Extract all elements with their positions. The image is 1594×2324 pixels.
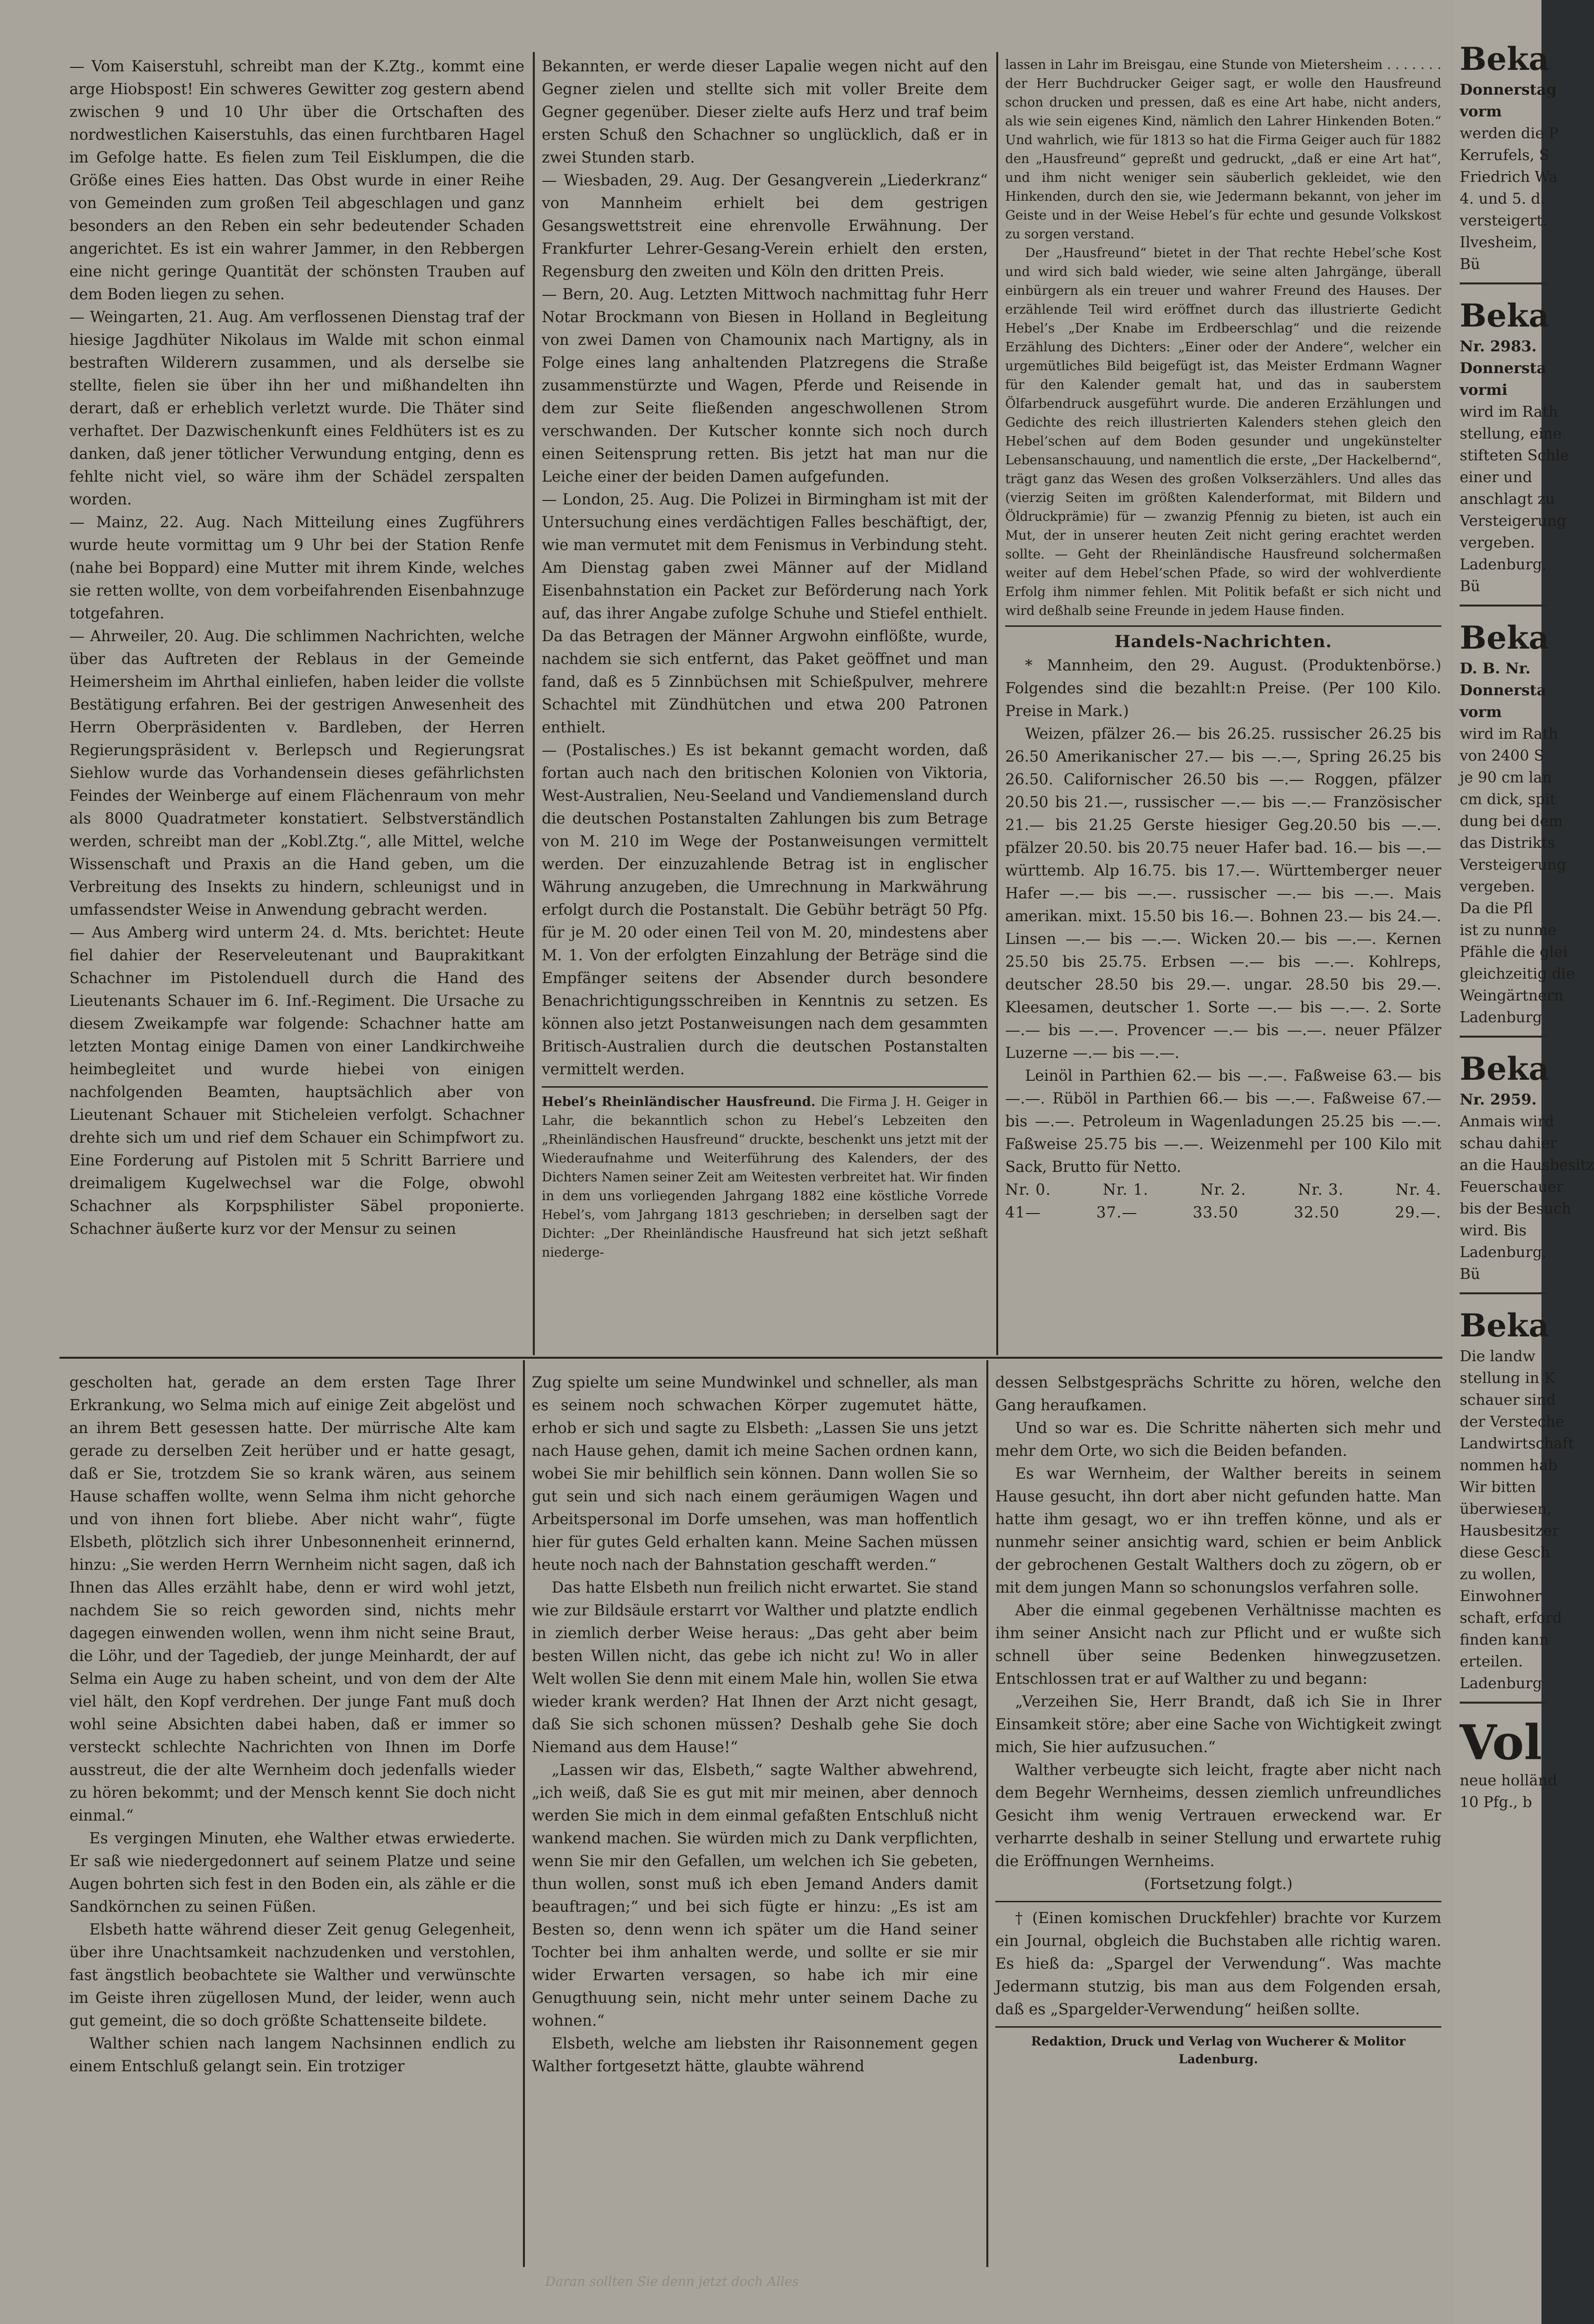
edge-line: Bü xyxy=(1460,256,1480,273)
edge-line: vormi xyxy=(1460,382,1508,399)
edge-line: versteigert. xyxy=(1460,212,1547,229)
edge-line: Versteigerung xyxy=(1460,512,1566,530)
flour-price: 37.— xyxy=(1096,1204,1138,1221)
flour-price: 41— xyxy=(1005,1204,1041,1221)
edge-line: schaft, erford xyxy=(1460,1609,1562,1627)
edge-line: werden die P xyxy=(1460,125,1559,142)
serial-paragraph: „Lassen wir das, Elsbeth,“ sagte Walther abwehrend, „ich weiß, daß Sie es gut mit mir meinen, aber dennoch werden Sie mich in dem einmal gefaßten Entschluß nicht wankend machen. Sie würden mich zu Dank verpflichten, wenn Sie mir den Gefallen, um welchen ich Sie gebeten, thun wollen, sonst muß ich eben Jemand Anders damit beauftragen;“ und bei sich fügte er hinzu: „Es ist am Besten so, denn wenn ich später um die Hand seiner Tochter bei ihm anhalten werde, und sollte er sie mir wider Erwarten versagen, so habe ich mir eine Genugthuung sein, nicht mehr unter seinem Dache zu wohnen.“ xyxy=(532,1762,978,2030)
news-item-amberg-cont: Bekannten, er werde dieser Lapalie wegen nicht auf den Gegner zielen und stellte sich mit voller Breite dem Gegner gegenüber. Dieser zielte aufs Herz und traf beim ersten Schuß den Schachner so unglücklich, daß er in zwei Stunden starb. xyxy=(542,58,988,166)
edge-ad-block xyxy=(1460,618,1594,1038)
serial-paragraph: Es war Wernheim, der Walther bereits in seinem Hause gesucht, ihn dort aber nicht gefunden hatte. Man hatte ihm gesagt, wo er ihn treffen könne, und als er nunmehr seiner ansichtig ward, schien er beim Anblick der gebrochenen Gestalt Walthers doch zu zögern, ob er mit dem jungen Mann so schonungslos verfahren solle. xyxy=(995,1465,1441,1597)
edge-line: Feuerschauer xyxy=(1460,1178,1564,1196)
flour-price: 29.—. xyxy=(1395,1204,1441,1221)
bleed-through-text: Daran sollten Sie denn jetzt doch Alles xyxy=(545,2274,799,2289)
edge-ad-title: Vol xyxy=(1460,1715,1542,1771)
edge-ad-block xyxy=(1460,40,1594,284)
edge-line: cm dick, spit xyxy=(1460,791,1556,808)
edge-rule xyxy=(1460,282,1546,284)
edge-line: an die Hausbesitz xyxy=(1460,1157,1594,1174)
edge-ad-title: Beka xyxy=(1460,297,1549,334)
notice-hausfreund: Die Firma J. H. Geiger in Lahr, die bekanntlich schon zu Hebel’s Lebzeiten den „Rheinländischen Hausfreund“ druckte, beschenkt uns jetzt mit der Wiederaufnahme und Weiterführung des Kalenders, der des Dichters Namen seiner Zeit am Weitesten verbreitet hat. Wir finden in dem uns vorliegenden Jahrgang 1882 eine köstliche Vorrede Hebel’s, vom Jahrgang 1813 geschrieben; in derselben sagt der Dichter: „Der Rheinländische Hausfreund hat sich jetzt seßhaft niederge- xyxy=(542,1095,988,1260)
news-item-amberg: — Aus Amberg wird unterm 24. d. Mts. berichtet: Heute fiel dahier der Reserveleutenant und Bauprakitkant Schachner im Pistolenduell durch die Hand des Lieutenants Schauer im 6. Inf.-Regiment. Die Ursache zu diesem Zweikampfe war folgende: Schachner hatte am letzten Montag einige Damen von einer Landkirchweihe heimbegleitet und wurde hiebei von einigen nachfolgenden Beamten, hauptsächlich aber von Lieutenant Schauer mit Sticheleien verfolgt. Schachner drehte sich um und rief dem Schauer ein Schimpfwort zu. Eine Forderung auf Pistolen mit 5 Schritt Barriere und dreimaligem Kugelwechsel war die Folge, obwohl Schachner als Korpsphilister Säbel proponierte. Schachner äußerte kurz vor der Mensur zu seinen xyxy=(69,924,524,1238)
edge-line: Donnersta xyxy=(1460,682,1546,699)
serial-paragraph: Walther verbeugte sich leicht, fragte aber nicht nach dem Begehr Wernheims, dessen ziemlich unfreundliches Gesicht ihm wenig Vertrauen erweckend war. Er verharrte deshalb in seiner Stellung und erwartete ruhig die Eröffnungen Wernheims. xyxy=(995,1762,1441,1870)
edge-line: D. B. Nr. xyxy=(1460,660,1531,677)
section-divider xyxy=(59,1357,1442,1359)
edge-line: wird. Bis xyxy=(1460,1222,1527,1239)
news-item-wiesbaden: — Wiesbaden, 29. Aug. Der Gesangverein „Liederkranz“ von Mannheim erhielt bei dem gestrigen Gesangswettstreit eine ehrenvolle Erwähnung. Der Frankfurter Lehrer-Gesang-Verein erhielt den ersten, Regensburg den zweiten und Köln den dritten Preis. xyxy=(542,172,988,280)
edge-line: anschlagt zu xyxy=(1460,491,1555,508)
serial-paragraph: Aber die einmal gegebenen Verhältnisse machten es ihm seiner Ansicht nach zur Pflicht und er wußte sich schnell über seine Bedenken hinwegzusetzen. Entschlossen trat er auf Walther zu und begann: xyxy=(995,1602,1441,1688)
serial-paragraph: Zug spielte um seine Mundwinkel und schneller, als man es seinem noch schwachen Körper zugemutet hätte, erhob er sich und sagte zu Elsbeth: „Lassen Sie uns jetzt nach Hause gehen, damit ich meine Sachen ordnen kann, wobei Sie mir behilflich sein können. Dann wollen Sie so gut sein und sich nach einem geräumigen Wagen und Arbeitspersonal im Dorfe umsehen, was man hoffentlich hier für gutes Geld erhalten kann. Meine Sachen müssen heute noch nach der Bahnstation geschafft werden.“ xyxy=(532,1374,978,1574)
upper-column-3 xyxy=(1005,55,1441,1331)
edge-rule xyxy=(1460,1292,1546,1294)
serial-paragraph: Das hatte Elsbeth nun freilich nicht erwartet. Sie stand wie zur Bildsäule erstarrt vor Walther und platzte endlich in ziemlich derber Weise heraus: „Das geht aber beim besten Willen nicht, das gebe ich nicht zu! Wo in aller Welt wollen Sie denn mit einem Male hin, wollen Sie etwa wieder krank werden? Hat Ihnen der Arzt nicht gesagt, daß Sie sich schonen müssen? Deshalb gehe Sie doch Niemand aus dem Hause!“ xyxy=(532,1579,978,1756)
edge-line: erteilen. xyxy=(1460,1653,1523,1670)
edge-line: Friedrich Wa xyxy=(1460,168,1558,186)
flour-price-row xyxy=(1005,1202,1441,1224)
section-rule xyxy=(542,1086,988,1088)
upper-column-2 xyxy=(542,55,988,1331)
edge-line: neue holländ xyxy=(1460,1772,1557,1789)
imprint: Redaktion, Druck und Verlag von Wucherer & Molitor Ladenburg. xyxy=(1031,2034,1406,2066)
edge-line: stellung, eine xyxy=(1460,425,1562,443)
edge-line: zu wollen, xyxy=(1460,1566,1537,1583)
edge-line: Wir bitten xyxy=(1460,1479,1536,1496)
flour-label-row xyxy=(1005,1179,1441,1202)
edge-line: vergeben. xyxy=(1460,534,1535,552)
edge-ad-title: Beka xyxy=(1460,41,1549,78)
edge-line: Hausbesitzer xyxy=(1460,1522,1559,1540)
edge-ad-block xyxy=(1460,296,1594,607)
column-rule xyxy=(523,1360,525,2267)
market-grain-prices: Weizen, pfälzer 26.— bis 26.25. russischer 26.25 bis 26.50 Amerikanischer 27.— bis —.—, Spring 26.25 bis 26.50. Californischer 26.50 bis —.— Roggen, pfälzer 20.50 bis 21.—, russischer —.— bis —.— Französischer 21.— bis 21.25 Gerste hiesiger Geg.20.50 bis —.—. pfälzer 20.50. bis 20.75 neuer Hafer bad. 16.— bis —.— württemb. Alp 16.75. bis 17.—. Württemberger neuer Hafer —.— bis —.—. russischer —.— bis —.—. Mais amerikan. mixt. 15.50 bis 16.—. Bohnen 23.— bis 24.—. Linsen —.— bis —.—. Wicken 20.— bis —.—. Kernen 25.50 bis 25.75. Erbsen —.— bis —.—. Kohlreps, deutscher 28.50 bis 29.—. ungar. 28.50 bis 29.—. Kleesamen, deutscher 1. Sorte —.— bis —.—. 2. Sorte —.— bis —.—. Provencer —.— bis —.—. neuer Pfälzer Luzerne —.— bis —.—. xyxy=(1005,725,1441,1062)
edge-line: stellung in K xyxy=(1460,1370,1555,1387)
serial-column-1 xyxy=(69,1372,515,2264)
edge-line: Bü xyxy=(1460,578,1480,595)
flour-label: Nr. 1. xyxy=(1102,1181,1149,1199)
edge-line: finden kann xyxy=(1460,1631,1549,1649)
section-rule xyxy=(995,2026,1441,2028)
edge-line: Landwirtschaft xyxy=(1460,1435,1574,1452)
serial-paragraph: „Verzeihen Sie, Herr Brandt, daß ich Sie in Ihrer Einsamkeit störe; aber eine Sache von Wichtigkeit zwingt mich, Sie hier aufzusuchen.“ xyxy=(995,1693,1441,1756)
news-item-postal: — (Postalisches.) Es ist bekannt gemacht worden, daß fortan auch nach den britischen Kolonien von Viktoria, West-Australien, Neu-Seeland und Vandiemensland durch die deutschen Postanstalten Zahlungen bis zum Betrage von M. 210 im Wege der Postanweisungen vermittelt werden. Der einzuzahlende Betrag ist in englischer Währung anzugeben, die Umrechnung in Markwährung erfolgt durch die Postanstalt. Die Gebühr beträgt 50 Pfg. für je M. 20 oder einen Teil von M. 20, mindestens aber M. 1. Von der erfolgten Einzahlung der Beträge sind die Empfänger seitens der Absender durch besondere Benachrichtigungsschreiben in Kenntnis zu setzen. Es können also jetzt Postanweisungen nach dem gesammten Britisch-Australien durch die deutschen Postanstalten vermittelt werden. xyxy=(542,742,988,1078)
edge-line: vorm xyxy=(1460,103,1502,120)
market-heading: Handels-Nachrichten. xyxy=(1114,632,1332,652)
edge-ad-title: Beka xyxy=(1460,619,1549,657)
news-item-bern: — Bern, 20. Aug. Letzten Mittwoch nachmittag fuhr Herr Notar Brockmann von Biesen in Holland in Begleitung von zwei Damen von Chamounix nach Martigny, als in Folge eines lang anhaltenden Platzregens die Straße zusammenstürzte und Wagen, Pferde und Reisende in dem zur Seite fließenden angeschwollenen Strom verschwanden. Der Kutscher konnte sich noch durch einen Seitensprung retten. Bis jetzt hat man nur die Leiche einer der beiden Damen aufgefunden. xyxy=(542,286,988,486)
serial-continuation-note: (Fortsetzung folgt.) xyxy=(1144,1876,1293,1893)
notice-hausfreund-review: Der „Hausfreund“ bietet in der That rechte Hebel’sche Kost und wird sich bald wieder, wie seine alten Jahrgänge, überall einbürgern als ein treuer und wahrer Freund des Hauses. Der erzählende Teil wird eröffnet durch das illustrierte Gedicht Hebel’s „Der Knabe im Erdbeerschlag“ und die reizende Erzählung des Dichters: „Einer oder der Andere“, welcher ein urgemütliches Bild beigefügt ist, das Meister Erdmann Wagner für den Kalender gemalt hat, und das in sauberstem Ölfarbendruck ausgeführt wurde. Die anderen Erzählungen und Gedichte des reich illustrierten Kalenders stehen gleich den Hebel’schen auf dem Boden gesunder und ungekünstelter Lebensanschauung, und namentlich die erste, „Der Hackelbernd“, trägt ganz das Wesen des großen Volkserzählers. Und alles das (vierzig Seiten im größten Kalenderformat, mit Bildern und Öldruckprämie) für — zwanzig Pfennig zu bieten, ist auch ein Mut, der in unserer heuten Zeit nicht gering erachtet werden sollte. — Geht der Rheinländische Hausfreund solchermaßen weiter auf dem Hebel’schen Pfade, so wird der wohlverdiente Erfolg ihm nimmer fehlen. Mit Politik befaßt er sich nicht und wird deßhalb seine Freunde in jedem Hause finden. xyxy=(1005,246,1441,618)
edge-line: Donnersta xyxy=(1460,360,1546,377)
edge-line: überwiesen, xyxy=(1460,1500,1552,1518)
serial-column-3 xyxy=(995,1372,1441,2264)
news-item-ahrweiler: — Ahrweiler, 20. Aug. Die schlimmen Nachrichten, welche über das Auftreten der Reblaus in der Gemeinde Heimersheim im Ahrthal einliefen, haben leider die vollste Bestätigung erfahren. Bei der gestrigen Anwesenheit des Herrn Oberpräsidenten v. Bardleben, der Herren Regierungspräsident v. Berlepsch und Regierungsrat Siehlow wurde das Vorhandensein dieses gefährlichsten Feindes der Weinberge auf einem Flächenraum von mehr als 8000 Quadratmeter konstatiert. Selbstverständlich werden, schreibt man der „Kobl.Ztg.“, alle Mittel, welche Wissenschaft und Praxis an die Hand geben, um die Verbreitung des Insekts zu hindern, schleunigst und in umfassendster Weise in Anwendung gebracht werden. xyxy=(69,628,524,919)
serial-column-2 xyxy=(532,1372,978,2264)
adjacent-page-edge xyxy=(1455,0,1594,2324)
news-item-mainz: — Mainz, 22. Aug. Nach Mitteilung eines Zugführers wurde heute vormittag um 9 Uhr bei der Station Renfe (nahe bei Boppard) eine Mutter mit ihrem Kinde, welches sie retten wollte, von dem vorbeifahrenden Eisenbahnzuge totgefahren. xyxy=(69,514,524,622)
edge-line: vorm xyxy=(1460,704,1502,721)
edge-ad-title: Beka xyxy=(1460,1051,1549,1088)
edge-line: der Versteche xyxy=(1460,1413,1564,1431)
edge-line: je 90 cm lan xyxy=(1460,769,1552,786)
edge-rule xyxy=(1460,1036,1546,1038)
edge-line: gleichzeitig die xyxy=(1460,965,1575,983)
edge-line: vergeben. xyxy=(1460,878,1535,895)
edge-line: Anmais wird xyxy=(1460,1113,1554,1130)
edge-line: Nr. 2959. xyxy=(1460,1091,1537,1108)
edge-line: Versteigerung xyxy=(1460,856,1566,874)
edge-rule xyxy=(1460,1702,1546,1704)
column-rule xyxy=(533,52,535,1355)
edge-line: Nr. 2983. xyxy=(1460,338,1537,355)
edge-line: Ladenburg, xyxy=(1460,556,1547,573)
edge-rule xyxy=(1460,605,1546,607)
edge-line: wird im Rath xyxy=(1460,725,1558,743)
serial-paragraph: Es vergingen Minuten, ehe Walther etwas erwiederte. Er saß wie niedergedonnert auf seinem Platze und seine Augen bohrten sich fest in den Boden ein, als zähle er die Sandkörnchen zu seinen Füßen. xyxy=(69,1830,515,1916)
edge-ad-title: Beka xyxy=(1460,1307,1549,1344)
edge-line: Die landw xyxy=(1460,1348,1536,1365)
edge-line: einer und xyxy=(1460,469,1533,486)
edge-line: Pfähle die glei xyxy=(1460,943,1568,961)
notice-hausfreund-cont: lassen in Lahr im Breisgau, eine Stunde von Mietersheim . . . . . . . der Herr Buchdrucker Geiger sagt, er wolle den Hausfreund schon drucken und pressen, daß es eine Art habe, nicht anders, als wie sein eigenes Kind, nämlich den Lahrer Hinkenden Boten.“ Und wahrlich, wie für 1813 so hat die Firma Geiger auch für 1882 den „Hausfreund“ gepreßt und gedruckt, „daß er eine Art hat“, und ihm nicht weniger sein säuberlich gekleidet, wie den Hinkenden, durch den sie, wie Jedermann bekannt, von jeher im Geiste und in der Weise Hebel’s für echte und gesunde Volkskost zu sorgen verstand. xyxy=(1005,57,1441,242)
serial-paragraph: Elsbeth, welche am liebsten ihr Raisonnement gegen Walther fortgesetzt hätte, glaubte während xyxy=(532,2035,978,2075)
edge-line: Da die Pfl xyxy=(1460,900,1533,917)
serial-paragraph: Und so war es. Die Schritte näherten sich mehr und mehr dem Orte, wo sich die Beiden befanden. xyxy=(995,1420,1441,1460)
section-rule xyxy=(995,1901,1441,1902)
news-item-kaiserstuhl: — Vom Kaiserstuhl, schreibt man der K.Ztg., kommt eine arge Hiobspost! Ein schweres Gewitter zog gestern abend zwischen 9 und 10 Uhr über die Ortschaften des nordwestlichen Kaiserstuhls, das einen furchtbaren Hagel im Gefolge hatte. Es fielen zum Teil Eisklumpen, die die Größe eines Eies hatten. Das Obst wurde in einer Reihe von Gemeinden zum großen Teil abgeschlagen und ganz besonders an den Reben ein sehr bedeutender Schaden angerichtet. Es ist ein wahrer Jammer, in den Rebbergen eine nicht geringe Quantität der schönsten Trauben auf dem Boden liegen zu sehen. xyxy=(69,58,524,303)
edge-line: schauer sind xyxy=(1460,1391,1556,1409)
edge-line: das Distrikts xyxy=(1460,834,1555,852)
edge-line: Einwohner xyxy=(1460,1588,1542,1605)
edge-line: Weingärtnern xyxy=(1460,987,1564,1004)
edge-line: wird im Rath xyxy=(1460,403,1558,421)
edge-line: Bü xyxy=(1460,1266,1480,1283)
flour-price: 32.50 xyxy=(1294,1204,1340,1221)
edge-line: Ladenburg xyxy=(1460,1675,1542,1692)
flour-price: 33.50 xyxy=(1193,1204,1239,1221)
serial-paragraph: Walther schien nach langem Nachsinnen endlich zu einem Entschluß gelangt sein. Ein trotziger xyxy=(69,2035,515,2075)
edge-line: 4. und 5. d. xyxy=(1460,190,1545,208)
misprint-anecdote: † (Einen komischen Druckfehler) brachte vor Kurzem ein Journal, obgleich die Buchstaben alle richtig waren. Es hieß da: „Spargel der Verwendung“. Was machte Jedermann stutzig, bis man aus dem Folgenden ersah, daß es „Spargelder-Verwendung“ heißen sollte. xyxy=(995,1910,1441,2018)
upper-column-1 xyxy=(69,55,524,1331)
edge-line: schau dahier xyxy=(1460,1135,1557,1152)
serial-paragraph: dessen Selbstgesprächs Schritte zu hören, welche den Gang heraufkamen. xyxy=(995,1374,1441,1414)
column-rule xyxy=(986,1360,988,2267)
notice-title: Hebel’s Rheinländischer Hausfreund. xyxy=(542,1095,816,1109)
edge-ad-block xyxy=(1460,1715,1594,1814)
edge-line: dung bei dem xyxy=(1460,813,1563,830)
edge-line: ist zu nunme xyxy=(1460,922,1557,939)
flour-label: Nr. 0. xyxy=(1005,1181,1051,1199)
edge-line: nommen hab xyxy=(1460,1457,1558,1474)
section-rule xyxy=(1005,625,1441,627)
market-intro: * Mannheim, den 29. August. (Produktenbörse.) Folgendes sind die bezahlt:n Preise. (Per 100 Kilo. Preise in Mark.) xyxy=(1005,657,1441,720)
news-item-london: — London, 25. Aug. Die Polizei in Birmingham ist mit der Untersuchung eines verdächtigen Falles beschäftigt, der, wie man vermutet mit dem Fenismus in Verbindung steht. Am Dienstag gaben zwei Männer auf der Midland Eisenbahnstation ein Packet zur Beförderung nach York auf, das ihrer Angabe zufolge Schuhe und Stiefel enthielt. Da das Betragen der Männer Argwohn einflößte, wurde, nachdem sie sich entfernt, das Paket geöffnet und man fand, daß es 5 Zinnbüchsen mit Schießpulver, mehrere Schachtel mit Zündhütchen und etwa 200 Patronen enthielt. xyxy=(542,491,988,736)
edge-ads xyxy=(1460,40,1594,1814)
flour-label: Nr. 2. xyxy=(1200,1181,1247,1199)
flour-label: Nr. 4. xyxy=(1395,1181,1441,1199)
edge-ad-block xyxy=(1460,1050,1594,1294)
column-rule xyxy=(996,52,998,1355)
serial-paragraph: gescholten hat, gerade an dem ersten Tage Ihrer Erkrankung, wo Selma mich auf einige Zeit abgelöst und an ihrem Bett gesessen hatte. Der mürrische Alte kam gerade zu derselben Zeit herüber und er hatte gesagt, daß er Sie, trotzdem Sie so krank wären, aus seinem Hause schaffen wollte, wenn Selma ihm nicht gehorche und von ihnen fort bliebe. Aber nicht wahr“, fügte Elsbeth, plötzlich sich ihrer Unbesonnenheit erinnernd, hinzu: „Sie werden Herrn Wernheim nicht sagen, daß ich Ihnen das Alles erzählt habe, denn er wird wohl jetzt, nachdem Sie so reich geworden sind, nichts mehr dagegen einwenden wollen, wenn ihm nicht seine Braut, die Löhr, und der Tagedieb, der junge Meinhardt, der auf Selma ein Auge zu haben scheint, und von dem der Alte viel hält, den Kopf verdrehen. Der junge Fant muß doch wohl seine Absichten dabei haben, daß er immer so versteckt schlechte Nachrichten von Ihnen im Dorfe ausstreut, die der alte Wernheim doch jedenfalls wieder zu hören bekommt; und der Mensch kennt Sie doch nicht einmal.“ xyxy=(69,1374,515,1825)
edge-line: bis der Besuch xyxy=(1460,1200,1572,1217)
edge-line: Ladenburg xyxy=(1460,1009,1542,1026)
edge-line: von 2400 S xyxy=(1460,747,1544,765)
edge-line: diese Gesch xyxy=(1460,1544,1550,1561)
edge-ad-block xyxy=(1460,1306,1594,1704)
edge-line: 10 Pfg., b xyxy=(1460,1794,1533,1811)
edge-line: Donnerstag xyxy=(1460,81,1557,99)
edge-line: Kerrufels, S xyxy=(1460,147,1549,164)
edge-line: Ladenburg, xyxy=(1460,1244,1547,1261)
edge-line: Ilvesheim, xyxy=(1460,234,1537,251)
serial-paragraph: Elsbeth hatte während dieser Zeit genug Gelegenheit, über ihre Unachtsamkeit nachzudenken und verstohlen, fast ängstlich beobachtete sie Walther und verwünschte im Geiste ihren zügellosen Mund, der leider, wenn auch gut gemeint, die so doch größte Schattenseite bildete. xyxy=(69,1921,515,2030)
news-item-weingarten: — Weingarten, 21. Aug. Am verflossenen Dienstag traf der hiesige Jagdhüter Nikolaus im Walde mit schon einmal bestraften Wilderern zusammen, und als derselbe sie stellte, fielen sie über ihn her und mißhandelten ihn derart, daß er erheblich verletzt wurde. Die Thäter sind verhaftet. Der Dazwischenkunft eines Feldhüters ist es zu danken, daß jener tötlicher Verwundung entging, denn es fehlte nicht viel, so wäre ihm der Schädel zerspalten worden. xyxy=(69,309,524,508)
flour-label: Nr. 3. xyxy=(1298,1181,1344,1199)
edge-line: stifteten Schle xyxy=(1460,447,1569,464)
market-oil-prices: Leinöl in Parthien 62.— bis —.—. Faßweise 63.— bis —.—. Rüböl in Parthien 66.— bis —.—. Faßweise 67.— bis —.—. Petroleum in Wagenladungen 25.25 bis —.—. Faßweise 25.75 bis —.—. Weizenmehl per 100 Kilo mit Sack, Brutto für Netto. xyxy=(1005,1067,1441,1176)
